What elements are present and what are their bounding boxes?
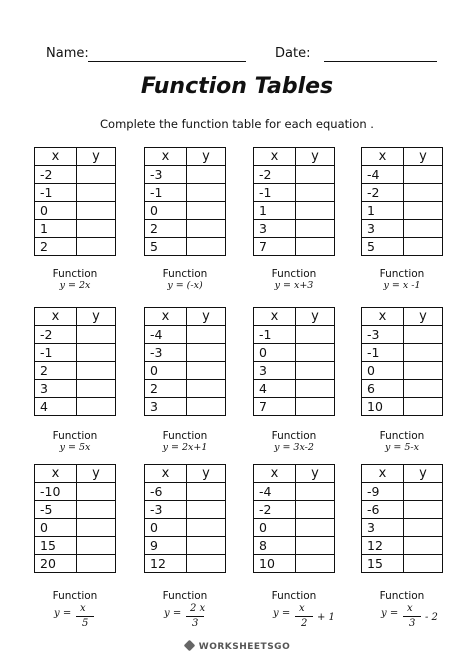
y-answer-cell[interactable] — [187, 537, 226, 555]
table-row — [362, 537, 443, 555]
y-answer-cell[interactable] — [77, 184, 116, 202]
function-label: Function — [52, 268, 98, 280]
x-value-cell: -3 — [145, 501, 187, 519]
y-answer-cell[interactable] — [187, 166, 226, 184]
table-row — [254, 398, 335, 416]
x-value-cell: 0 — [254, 519, 296, 537]
function-label: Function — [379, 430, 425, 442]
table-row — [145, 501, 226, 519]
fraction-equation — [273, 603, 343, 635]
column-header-x: x — [145, 148, 187, 166]
table-row — [35, 220, 116, 238]
x-value-cell: 6 — [362, 380, 404, 398]
x-value-cell: 3 — [362, 519, 404, 537]
x-value-cell: 3 — [254, 220, 296, 238]
equation-denominator: 5 — [82, 618, 89, 629]
table-row — [145, 326, 226, 344]
y-answer-cell[interactable] — [187, 362, 226, 380]
table-row — [254, 519, 335, 537]
y-answer-cell[interactable] — [404, 344, 443, 362]
table-row — [35, 519, 116, 537]
x-value-cell: -1 — [145, 184, 187, 202]
function-caption — [352, 590, 452, 602]
y-answer-cell[interactable] — [296, 326, 335, 344]
x-value-cell: -3 — [145, 344, 187, 362]
fraction-equation — [381, 603, 451, 635]
equation-lhs: y = — [164, 608, 182, 619]
x-value-cell: -2 — [254, 501, 296, 519]
function-table — [253, 464, 335, 573]
y-answer-cell[interactable] — [77, 326, 116, 344]
table-row — [145, 483, 226, 501]
table-row — [35, 202, 116, 220]
function-table — [144, 307, 226, 416]
y-answer-cell[interactable] — [404, 501, 443, 519]
table-row — [35, 362, 116, 380]
y-answer-cell[interactable] — [187, 555, 226, 573]
table-row — [362, 326, 443, 344]
function-label: Function — [271, 430, 317, 442]
x-value-cell: 20 — [35, 555, 77, 573]
equation-lhs: y = — [54, 608, 72, 619]
x-value-cell: 2 — [145, 380, 187, 398]
function-label: Function — [162, 268, 208, 280]
x-value-cell: -6 — [145, 483, 187, 501]
fraction-bar — [403, 616, 421, 617]
x-value-cell: -3 — [145, 166, 187, 184]
x-value-cell: 3 — [35, 380, 77, 398]
equation: y = 3x-2 — [274, 442, 314, 453]
column-header-y: y — [404, 465, 443, 483]
column-header-y: y — [404, 148, 443, 166]
table-row — [254, 184, 335, 202]
x-value-cell: -1 — [362, 344, 404, 362]
y-answer-cell[interactable] — [296, 344, 335, 362]
function-caption — [135, 430, 235, 454]
x-value-cell: 4 — [35, 398, 77, 416]
y-answer-cell[interactable] — [404, 362, 443, 380]
equation-lhs: y = — [381, 608, 399, 619]
table-row — [145, 184, 226, 202]
x-value-cell: -5 — [35, 501, 77, 519]
function-table — [34, 307, 116, 416]
equation-denominator: 3 — [192, 618, 199, 629]
x-value-cell: 1 — [254, 202, 296, 220]
y-answer-cell[interactable] — [187, 398, 226, 416]
y-answer-cell[interactable] — [187, 184, 226, 202]
function-table — [361, 307, 443, 416]
fraction-bar — [186, 616, 204, 617]
column-header-y: y — [296, 308, 335, 326]
column-header-x: x — [254, 308, 296, 326]
function-caption — [25, 430, 125, 454]
x-value-cell: 2 — [35, 238, 77, 256]
table-row — [362, 220, 443, 238]
table-row — [35, 398, 116, 416]
x-value-cell: 7 — [254, 238, 296, 256]
y-answer-cell[interactable] — [404, 537, 443, 555]
column-header-x: x — [362, 148, 404, 166]
function-label: Function — [379, 590, 425, 602]
y-answer-cell[interactable] — [296, 380, 335, 398]
function-caption — [352, 430, 452, 454]
table-row — [254, 326, 335, 344]
column-header-x: x — [145, 308, 187, 326]
equation: y = 2x+1 — [162, 442, 208, 453]
equation-numerator: x — [80, 603, 86, 614]
x-value-cell: 5 — [145, 238, 187, 256]
x-value-cell: 3 — [362, 220, 404, 238]
y-answer-cell[interactable] — [404, 398, 443, 416]
y-answer-cell[interactable] — [77, 483, 116, 501]
column-header-y: y — [187, 465, 226, 483]
equation: y = 5-x — [385, 442, 419, 453]
y-answer-cell[interactable] — [404, 220, 443, 238]
function-label: Function — [379, 268, 425, 280]
function-table — [253, 147, 335, 256]
x-value-cell: 15 — [362, 555, 404, 573]
column-header-y: y — [77, 465, 116, 483]
x-value-cell: 15 — [35, 537, 77, 555]
table-row — [254, 555, 335, 573]
function-label: Function — [162, 590, 208, 602]
x-value-cell: -2 — [254, 166, 296, 184]
x-value-cell: -3 — [362, 326, 404, 344]
function-caption — [135, 590, 235, 602]
x-value-cell: -4 — [254, 483, 296, 501]
y-answer-cell[interactable] — [187, 380, 226, 398]
y-answer-cell[interactable] — [187, 519, 226, 537]
table-row — [362, 398, 443, 416]
equation: y = 5x — [59, 442, 91, 453]
table-row — [362, 166, 443, 184]
function-table — [253, 307, 335, 416]
y-answer-cell[interactable] — [77, 519, 116, 537]
date-label: Date: — [275, 46, 311, 61]
fraction-bar — [76, 616, 94, 617]
table-row — [362, 362, 443, 380]
equation-denominator: 2 — [301, 618, 308, 629]
table-row — [145, 519, 226, 537]
x-value-cell: 12 — [362, 537, 404, 555]
equation-denominator: 3 — [409, 618, 416, 629]
function-caption — [244, 590, 344, 602]
table-row — [254, 238, 335, 256]
equation-numerator: x — [299, 603, 305, 614]
x-value-cell: -4 — [145, 326, 187, 344]
y-answer-cell[interactable] — [187, 344, 226, 362]
y-answer-cell[interactable] — [296, 362, 335, 380]
table-row — [145, 398, 226, 416]
column-header-x: x — [35, 148, 77, 166]
table-row — [362, 519, 443, 537]
x-value-cell: 2 — [35, 362, 77, 380]
table-row — [145, 202, 226, 220]
function-label: Function — [271, 590, 317, 602]
x-value-cell: -10 — [35, 483, 77, 501]
table-row — [145, 537, 226, 555]
equation: y = x -1 — [383, 280, 421, 291]
y-answer-cell[interactable] — [77, 344, 116, 362]
y-answer-cell[interactable] — [296, 238, 335, 256]
function-table — [361, 147, 443, 256]
y-answer-cell[interactable] — [77, 166, 116, 184]
y-answer-cell[interactable] — [296, 555, 335, 573]
table-row — [35, 184, 116, 202]
column-header-y: y — [296, 148, 335, 166]
y-answer-cell[interactable] — [187, 220, 226, 238]
column-header-x: x — [35, 465, 77, 483]
y-answer-cell[interactable] — [77, 501, 116, 519]
table-row — [145, 380, 226, 398]
column-header-x: x — [362, 465, 404, 483]
y-answer-cell[interactable] — [296, 519, 335, 537]
x-value-cell: -2 — [362, 184, 404, 202]
x-value-cell: -9 — [362, 483, 404, 501]
x-value-cell: -1 — [35, 184, 77, 202]
footer-brand: WORKSHEETSGO — [198, 642, 291, 652]
x-value-cell: -1 — [35, 344, 77, 362]
y-answer-cell[interactable] — [77, 220, 116, 238]
y-answer-cell[interactable] — [77, 362, 116, 380]
y-answer-cell[interactable] — [404, 326, 443, 344]
y-answer-cell[interactable] — [187, 238, 226, 256]
table-row — [35, 344, 116, 362]
equation-tail: - 2 — [425, 612, 438, 623]
table-row — [35, 238, 116, 256]
fraction-bar — [295, 616, 313, 617]
function-caption — [25, 268, 125, 292]
table-row — [35, 483, 116, 501]
fraction-equation — [164, 603, 234, 635]
equation-tail: + 1 — [317, 612, 335, 623]
table-row — [254, 362, 335, 380]
y-answer-cell[interactable] — [296, 501, 335, 519]
x-value-cell: 7 — [254, 398, 296, 416]
table-row — [35, 166, 116, 184]
equation: y = x+3 — [274, 280, 314, 291]
x-value-cell: 12 — [145, 555, 187, 573]
x-value-cell: -2 — [35, 326, 77, 344]
x-value-cell: 10 — [254, 555, 296, 573]
x-value-cell: 3 — [254, 362, 296, 380]
instructions: Complete the function table for each equation . — [100, 117, 374, 131]
function-table — [144, 147, 226, 256]
column-header-x: x — [145, 465, 187, 483]
function-label: Function — [271, 268, 317, 280]
footer-logo — [0, 640, 474, 652]
x-value-cell: 10 — [362, 398, 404, 416]
column-header-x: x — [362, 308, 404, 326]
x-value-cell: 0 — [145, 519, 187, 537]
date-line — [324, 61, 437, 62]
table-row — [254, 483, 335, 501]
table-row — [362, 238, 443, 256]
function-caption — [352, 268, 452, 292]
fraction-equation — [54, 603, 124, 635]
y-answer-cell[interactable] — [296, 220, 335, 238]
table-row — [35, 326, 116, 344]
column-header-y: y — [404, 308, 443, 326]
table-row — [35, 380, 116, 398]
y-answer-cell[interactable] — [296, 483, 335, 501]
x-value-cell: 8 — [254, 537, 296, 555]
function-caption — [244, 268, 344, 292]
function-table — [34, 464, 116, 573]
table-row — [254, 501, 335, 519]
table-row — [35, 555, 116, 573]
y-answer-cell[interactable] — [404, 519, 443, 537]
x-value-cell: 0 — [362, 362, 404, 380]
table-row — [362, 184, 443, 202]
table-row — [254, 380, 335, 398]
x-value-cell: 0 — [254, 344, 296, 362]
x-value-cell: -1 — [254, 326, 296, 344]
column-header-x: x — [254, 465, 296, 483]
worksheetsgo-logo-icon — [183, 640, 195, 652]
table-row — [145, 555, 226, 573]
y-answer-cell[interactable] — [404, 238, 443, 256]
column-header-x: x — [35, 308, 77, 326]
function-label: Function — [162, 430, 208, 442]
x-value-cell: 0 — [145, 362, 187, 380]
table-row — [362, 344, 443, 362]
x-value-cell: 0 — [35, 202, 77, 220]
table-row — [362, 555, 443, 573]
table-row — [35, 501, 116, 519]
column-header-x: x — [254, 148, 296, 166]
y-answer-cell[interactable] — [296, 166, 335, 184]
x-value-cell: -2 — [35, 166, 77, 184]
page-title: Function Tables — [140, 74, 334, 99]
column-header-y: y — [77, 308, 116, 326]
y-answer-cell[interactable] — [77, 398, 116, 416]
x-value-cell: 5 — [362, 238, 404, 256]
y-answer-cell[interactable] — [77, 380, 116, 398]
table-row — [145, 344, 226, 362]
function-caption — [244, 430, 344, 454]
function-table — [361, 464, 443, 573]
table-row — [145, 238, 226, 256]
table-row — [362, 380, 443, 398]
x-value-cell: 9 — [145, 537, 187, 555]
y-answer-cell[interactable] — [296, 202, 335, 220]
table-row — [254, 202, 335, 220]
table-row — [362, 501, 443, 519]
y-answer-cell[interactable] — [187, 326, 226, 344]
function-table — [144, 464, 226, 573]
table-row — [254, 220, 335, 238]
function-caption — [135, 268, 235, 292]
function-label: Function — [52, 590, 98, 602]
y-answer-cell[interactable] — [77, 537, 116, 555]
x-value-cell: -6 — [362, 501, 404, 519]
table-row — [145, 362, 226, 380]
y-answer-cell[interactable] — [404, 380, 443, 398]
x-value-cell: -4 — [362, 166, 404, 184]
function-label: Function — [52, 430, 98, 442]
x-value-cell: -1 — [254, 184, 296, 202]
x-value-cell: 1 — [35, 220, 77, 238]
table-row — [254, 344, 335, 362]
y-answer-cell[interactable] — [77, 238, 116, 256]
equation-lhs: y = — [273, 608, 291, 619]
y-answer-cell[interactable] — [404, 555, 443, 573]
y-answer-cell[interactable] — [77, 202, 116, 220]
y-answer-cell[interactable] — [77, 555, 116, 573]
equation-numerator: 2 x — [190, 603, 206, 614]
name-label: Name: — [46, 46, 89, 61]
y-answer-cell[interactable] — [404, 166, 443, 184]
x-value-cell: 0 — [35, 519, 77, 537]
y-answer-cell[interactable] — [187, 501, 226, 519]
table-row — [145, 220, 226, 238]
x-value-cell: 2 — [145, 220, 187, 238]
table-row — [145, 166, 226, 184]
equation: y = 2x — [59, 280, 91, 291]
equation: y = (-x) — [167, 280, 203, 291]
x-value-cell: 1 — [362, 202, 404, 220]
y-answer-cell[interactable] — [404, 202, 443, 220]
column-header-y: y — [77, 148, 116, 166]
x-value-cell: 4 — [254, 380, 296, 398]
column-header-y: y — [187, 148, 226, 166]
table-row — [362, 483, 443, 501]
table-row — [254, 537, 335, 555]
name-line — [88, 61, 246, 62]
column-header-y: y — [296, 465, 335, 483]
y-answer-cell[interactable] — [296, 537, 335, 555]
x-value-cell: 3 — [145, 398, 187, 416]
equation-numerator: x — [407, 603, 413, 614]
y-answer-cell[interactable] — [404, 483, 443, 501]
table-row — [254, 166, 335, 184]
function-caption — [25, 590, 125, 602]
table-row — [35, 537, 116, 555]
y-answer-cell[interactable] — [187, 483, 226, 501]
function-table — [34, 147, 116, 256]
column-header-y: y — [187, 308, 226, 326]
y-answer-cell[interactable] — [296, 184, 335, 202]
x-value-cell: 0 — [145, 202, 187, 220]
table-row — [362, 202, 443, 220]
y-answer-cell[interactable] — [296, 398, 335, 416]
y-answer-cell[interactable] — [187, 202, 226, 220]
y-answer-cell[interactable] — [404, 184, 443, 202]
